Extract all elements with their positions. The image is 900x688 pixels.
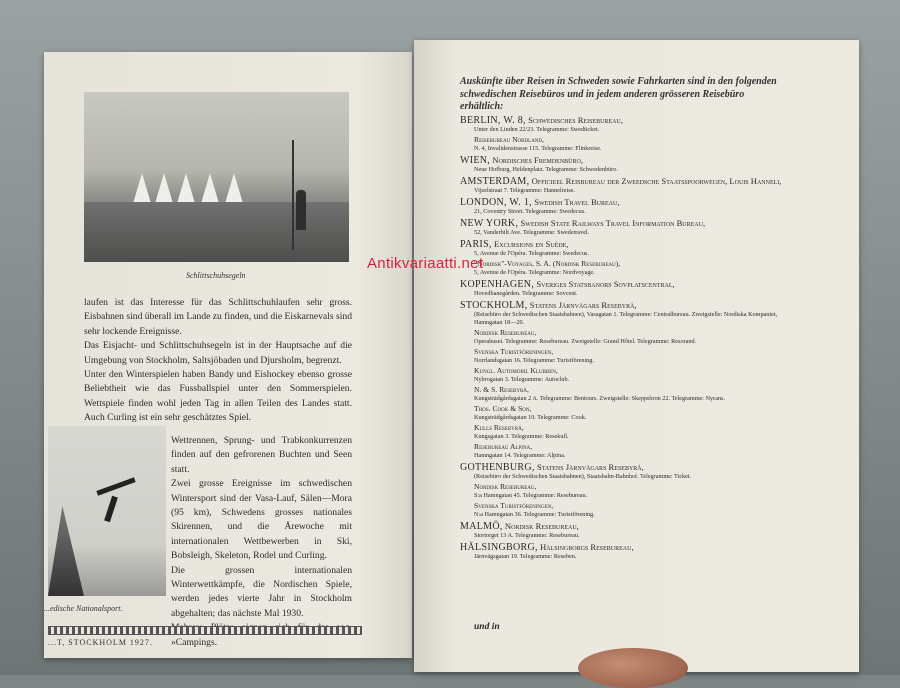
list-item xyxy=(460,197,800,216)
list-item xyxy=(460,115,800,134)
entry-heading xyxy=(474,405,800,414)
list-item xyxy=(460,136,800,153)
entry-heading xyxy=(460,542,800,553)
city-name: MALMÖ, xyxy=(460,521,503,532)
bureau-address: 5, Avenue de l'Opéra. Telegramme: Swedecus. xyxy=(474,250,589,257)
city-name: STOCKHOLM, xyxy=(460,300,528,311)
bureau-name: Nordisk Resebureau, xyxy=(474,328,537,337)
bureau-address: Kungsträdgårdsgatan 2 A. Telegramme: Bentours. Zweigstelle: Skeppsbron 22. Telegramme: Nyrans. xyxy=(474,395,725,402)
bureau-address: Unter den Linden 22/23. Telegramme: Swedticket. xyxy=(474,126,600,133)
bureau-name: Statens Järnvägars Resebyrå, xyxy=(529,300,637,310)
list-item xyxy=(460,218,800,237)
bureau-address: (Reisebüro der Schwedischen Staatsbahnen), Staatsbahn-Bahnhof. Telegramme: Ticket. xyxy=(474,473,692,480)
entry-heading xyxy=(460,197,800,208)
ice-sailing-photo xyxy=(84,92,349,262)
travel-bureau-list xyxy=(460,115,800,563)
bureau-address: N:a Hamngatan 36. Telegramme: Turistförening. xyxy=(474,511,595,518)
intro-text: Auskünfte über Reisen in Schweden sowie Fahrkarten sind in den folgenden schwedischen Reisebüros und in jedem anderen grösseren Reisebüro erhältlich: xyxy=(460,76,777,112)
list-item xyxy=(460,462,800,481)
bureau-name: Officieel Reisbureau der Zweedsche Staatsspoorwegen, Louis Hanneli, xyxy=(531,176,782,186)
list-item xyxy=(460,260,800,277)
list-item xyxy=(460,443,800,460)
right-page xyxy=(414,40,859,672)
photo-caption-top: Schlittschuhsegeln xyxy=(186,271,246,280)
bureau-address: Norrlandsgatan 16. Telegramme: Turistförening. xyxy=(474,357,594,364)
list-item xyxy=(460,279,800,298)
entry-heading xyxy=(460,300,800,311)
list-item xyxy=(460,329,800,346)
bureau-name: Swedish Travel Bureau, xyxy=(534,197,620,207)
bureau-address: S:a Hamngatan 45. Telegramme: Resebureau. xyxy=(474,492,588,499)
bureau-address: 5, Avenue de l'Opéra. Telegramme: Nordvoyage. xyxy=(474,269,595,276)
bureau-name: Hälsingborgs Resebureau, xyxy=(540,542,634,552)
entry-heading xyxy=(460,462,800,473)
skater-figure xyxy=(296,190,306,230)
list-item xyxy=(460,521,800,540)
entry-heading xyxy=(460,239,800,250)
entry-heading xyxy=(474,502,800,511)
bureau-name: Nordisk Resebureau, xyxy=(504,521,579,531)
photo-caption-bottom: ...edische Nationalsport. xyxy=(44,604,123,613)
city-name: KOPENHAGEN, xyxy=(460,279,535,290)
city-name: LONDON, W. 1, xyxy=(460,197,532,208)
mast xyxy=(292,140,294,250)
bureau-address: N. 4, Invalidenstrasse 115. Telegramme: Flinkreise. xyxy=(474,145,602,152)
bureau-name: Excursions en Suède, xyxy=(493,239,569,249)
bureau-address: 21, Coventry Street. Telegramme: Swedecus. xyxy=(474,208,586,215)
bureau-address: Hamngatan 14. Telegramme: Alpina. xyxy=(474,452,566,459)
entry-heading xyxy=(474,443,800,452)
entry-heading xyxy=(474,367,800,376)
ski-jumper-skis xyxy=(96,477,135,495)
bureau-name: Reisebureau Nordland, xyxy=(474,135,544,144)
entry-heading xyxy=(474,329,800,338)
bureau-name: Statens Järnvägars Resebyrå, xyxy=(536,462,644,472)
text-column-top xyxy=(84,296,352,426)
list-item xyxy=(460,155,800,174)
bureau-name: Schwedisches Reisebureau, xyxy=(528,115,623,125)
list-item xyxy=(460,300,800,327)
text-column-bottom xyxy=(171,434,352,650)
city-name: GOTHENBURG, xyxy=(460,462,535,473)
list-item xyxy=(460,348,800,365)
closing-text: und in xyxy=(474,622,500,632)
bureau-name: Svenska Turistföreningen, xyxy=(474,347,554,356)
tree-silhouette xyxy=(48,506,84,596)
bureau-address: Stortorget 13 A. Telegramme: Resebureau. xyxy=(474,532,580,539)
bureau-address: Vijzelstraat 7. Telegramme: Hannelreise. xyxy=(474,187,575,194)
entry-heading xyxy=(474,424,800,433)
entry-heading xyxy=(474,483,800,492)
bureau-name: Resebureau Alpina, xyxy=(474,442,533,451)
bureau-address: Kungsgatan 3. Telegramme: Resekull. xyxy=(474,433,569,440)
city-name: WIEN, xyxy=(460,155,491,166)
entry-heading xyxy=(474,386,800,395)
paragraph: Die grossen internationalen Winterwettkämpfe, die Nordischen Spiele, werden jedes vierte Jahr in Stockholm abgehalten; das nächste Mal 1930. xyxy=(171,564,352,619)
bureau-name: Svenska Turistföreningen, xyxy=(474,501,554,510)
entry-heading xyxy=(460,218,800,229)
decorative-border xyxy=(48,626,362,635)
city-name: HÄLSINGBORG, xyxy=(460,542,538,553)
entry-heading xyxy=(460,521,800,532)
list-item xyxy=(460,367,800,384)
bureau-name: Sveriges Statsbanors Sovplatscentral, xyxy=(536,279,675,289)
bureau-address: Kungsträdgårdsgatan 10. Telegramme: Cook. xyxy=(474,414,587,421)
bureau-address: Operahuset. Telegramme: Resebureau. Zweigstelle: Grand Hôtel. Telegramme: Resorand. xyxy=(474,338,697,345)
entry-heading xyxy=(460,279,800,290)
bureau-address: Järnvägsgatan 19. Telegramme: Reseben. xyxy=(474,553,577,560)
list-item xyxy=(460,176,800,195)
bureau-name: Nordisches Fremdenbüro, xyxy=(492,155,583,165)
bureau-name: Thos. Cook & Son, xyxy=(474,404,532,413)
bureau-address: (Reisebüro der Schwedischen Staatsbahnen), Vasagatan 1. Telegramme: Centralbureau. Zweigstelle: Nordiska Kompaniet, Hamngatan 18—20. xyxy=(474,311,778,326)
entry-heading xyxy=(460,115,800,126)
city-name: AMSTERDAM, xyxy=(460,176,530,187)
ski-jump-photo xyxy=(48,426,166,596)
entry-heading xyxy=(460,176,800,187)
paragraph: Zwei grosse Ereignisse im schwedischen Wintersport sind der Vasa-Lauf, Sälen—Mora (95 km), Schwedens grosses nationales Skirennen, und die Årewoche mit internationalen Wettbewerben in Ski, Bobsleigh, Skeleton, Rodel und Curling. xyxy=(171,478,352,562)
ski-jumper-body xyxy=(104,496,118,523)
list-item xyxy=(460,483,800,500)
list-item xyxy=(460,386,800,403)
bureau-address: Hovedbanegården. Telegramme: Sovcent. xyxy=(474,290,578,297)
list-item xyxy=(460,502,800,519)
page-footer: ...T, STOCKHOLM 1927. xyxy=(48,638,153,647)
paragraph: laufen ist das Interesse für das Schlittschuhlaufen sehr gross. Eisbahnen sind überall im Lande zu finden, und die Eiskarnevals sind sehr lockende Ereignisse. xyxy=(84,297,352,337)
bureau-address: 52, Vanderbilt Ave. Telegramme: Swedetravel. xyxy=(474,229,590,236)
paragraph: Das Eisjacht- und Schlittschuhsegeln ist in der Hauptsache auf die Umgebung von Stockholm, Saltsjöbaden und Djursholm, begrenzt. xyxy=(84,340,352,366)
thumb xyxy=(578,648,688,688)
left-page xyxy=(44,52,412,658)
paragraph: Unter den Winterspielen haben Bandy und Eishockey ebenso grosse Beliebtheit wie das Fussballspiel unter den Sommerspielen. Wettspiele finden wohl jeden Tag in allen Teilen des Landes statt. Auch Curling ist ein sehr geschätztes Spiel. xyxy=(84,369,352,424)
list-item xyxy=(460,542,800,561)
entry-heading xyxy=(460,155,800,166)
ice-surface xyxy=(84,202,349,262)
bureau-address: Neue Hofburg, Heldenplatz. Telegramme: Schwedenbüro. xyxy=(474,166,618,173)
bureau-name: Swedish State Railways Travel Information Bureau, xyxy=(520,218,706,228)
city-name: PARIS, xyxy=(460,239,492,250)
city-name: BERLIN, W. 8, xyxy=(460,115,526,126)
bureau-name: "Nordisk"-Voyages, S. A. (Nordisk Resebureau), xyxy=(474,259,621,268)
bureau-name: Nordisk Resebureau, xyxy=(474,482,537,491)
entry-heading xyxy=(474,136,800,145)
bureau-name: Kungl. Automobil Klubben, xyxy=(474,366,558,375)
list-item xyxy=(460,405,800,422)
list-item xyxy=(460,424,800,441)
bureau-name: Kulls Resebyrå, xyxy=(474,423,524,432)
paragraph: »Campings. xyxy=(171,636,218,648)
list-item xyxy=(460,239,800,258)
watermark-text: Antikvariaatti.net xyxy=(367,255,484,272)
bureau-address: Nybrogatan 3. Telegramme: Autoclub. xyxy=(474,376,570,383)
city-name: NEW YORK, xyxy=(460,218,519,229)
entry-heading xyxy=(474,260,800,269)
bureau-name: N. & S. Resebyrå, xyxy=(474,385,529,394)
entry-heading xyxy=(474,348,800,357)
paragraph: Wettrennen, Sprung- und Trabkonkurrenzen finden auf den gefrorenen Buchten und Seen statt. xyxy=(171,435,352,475)
